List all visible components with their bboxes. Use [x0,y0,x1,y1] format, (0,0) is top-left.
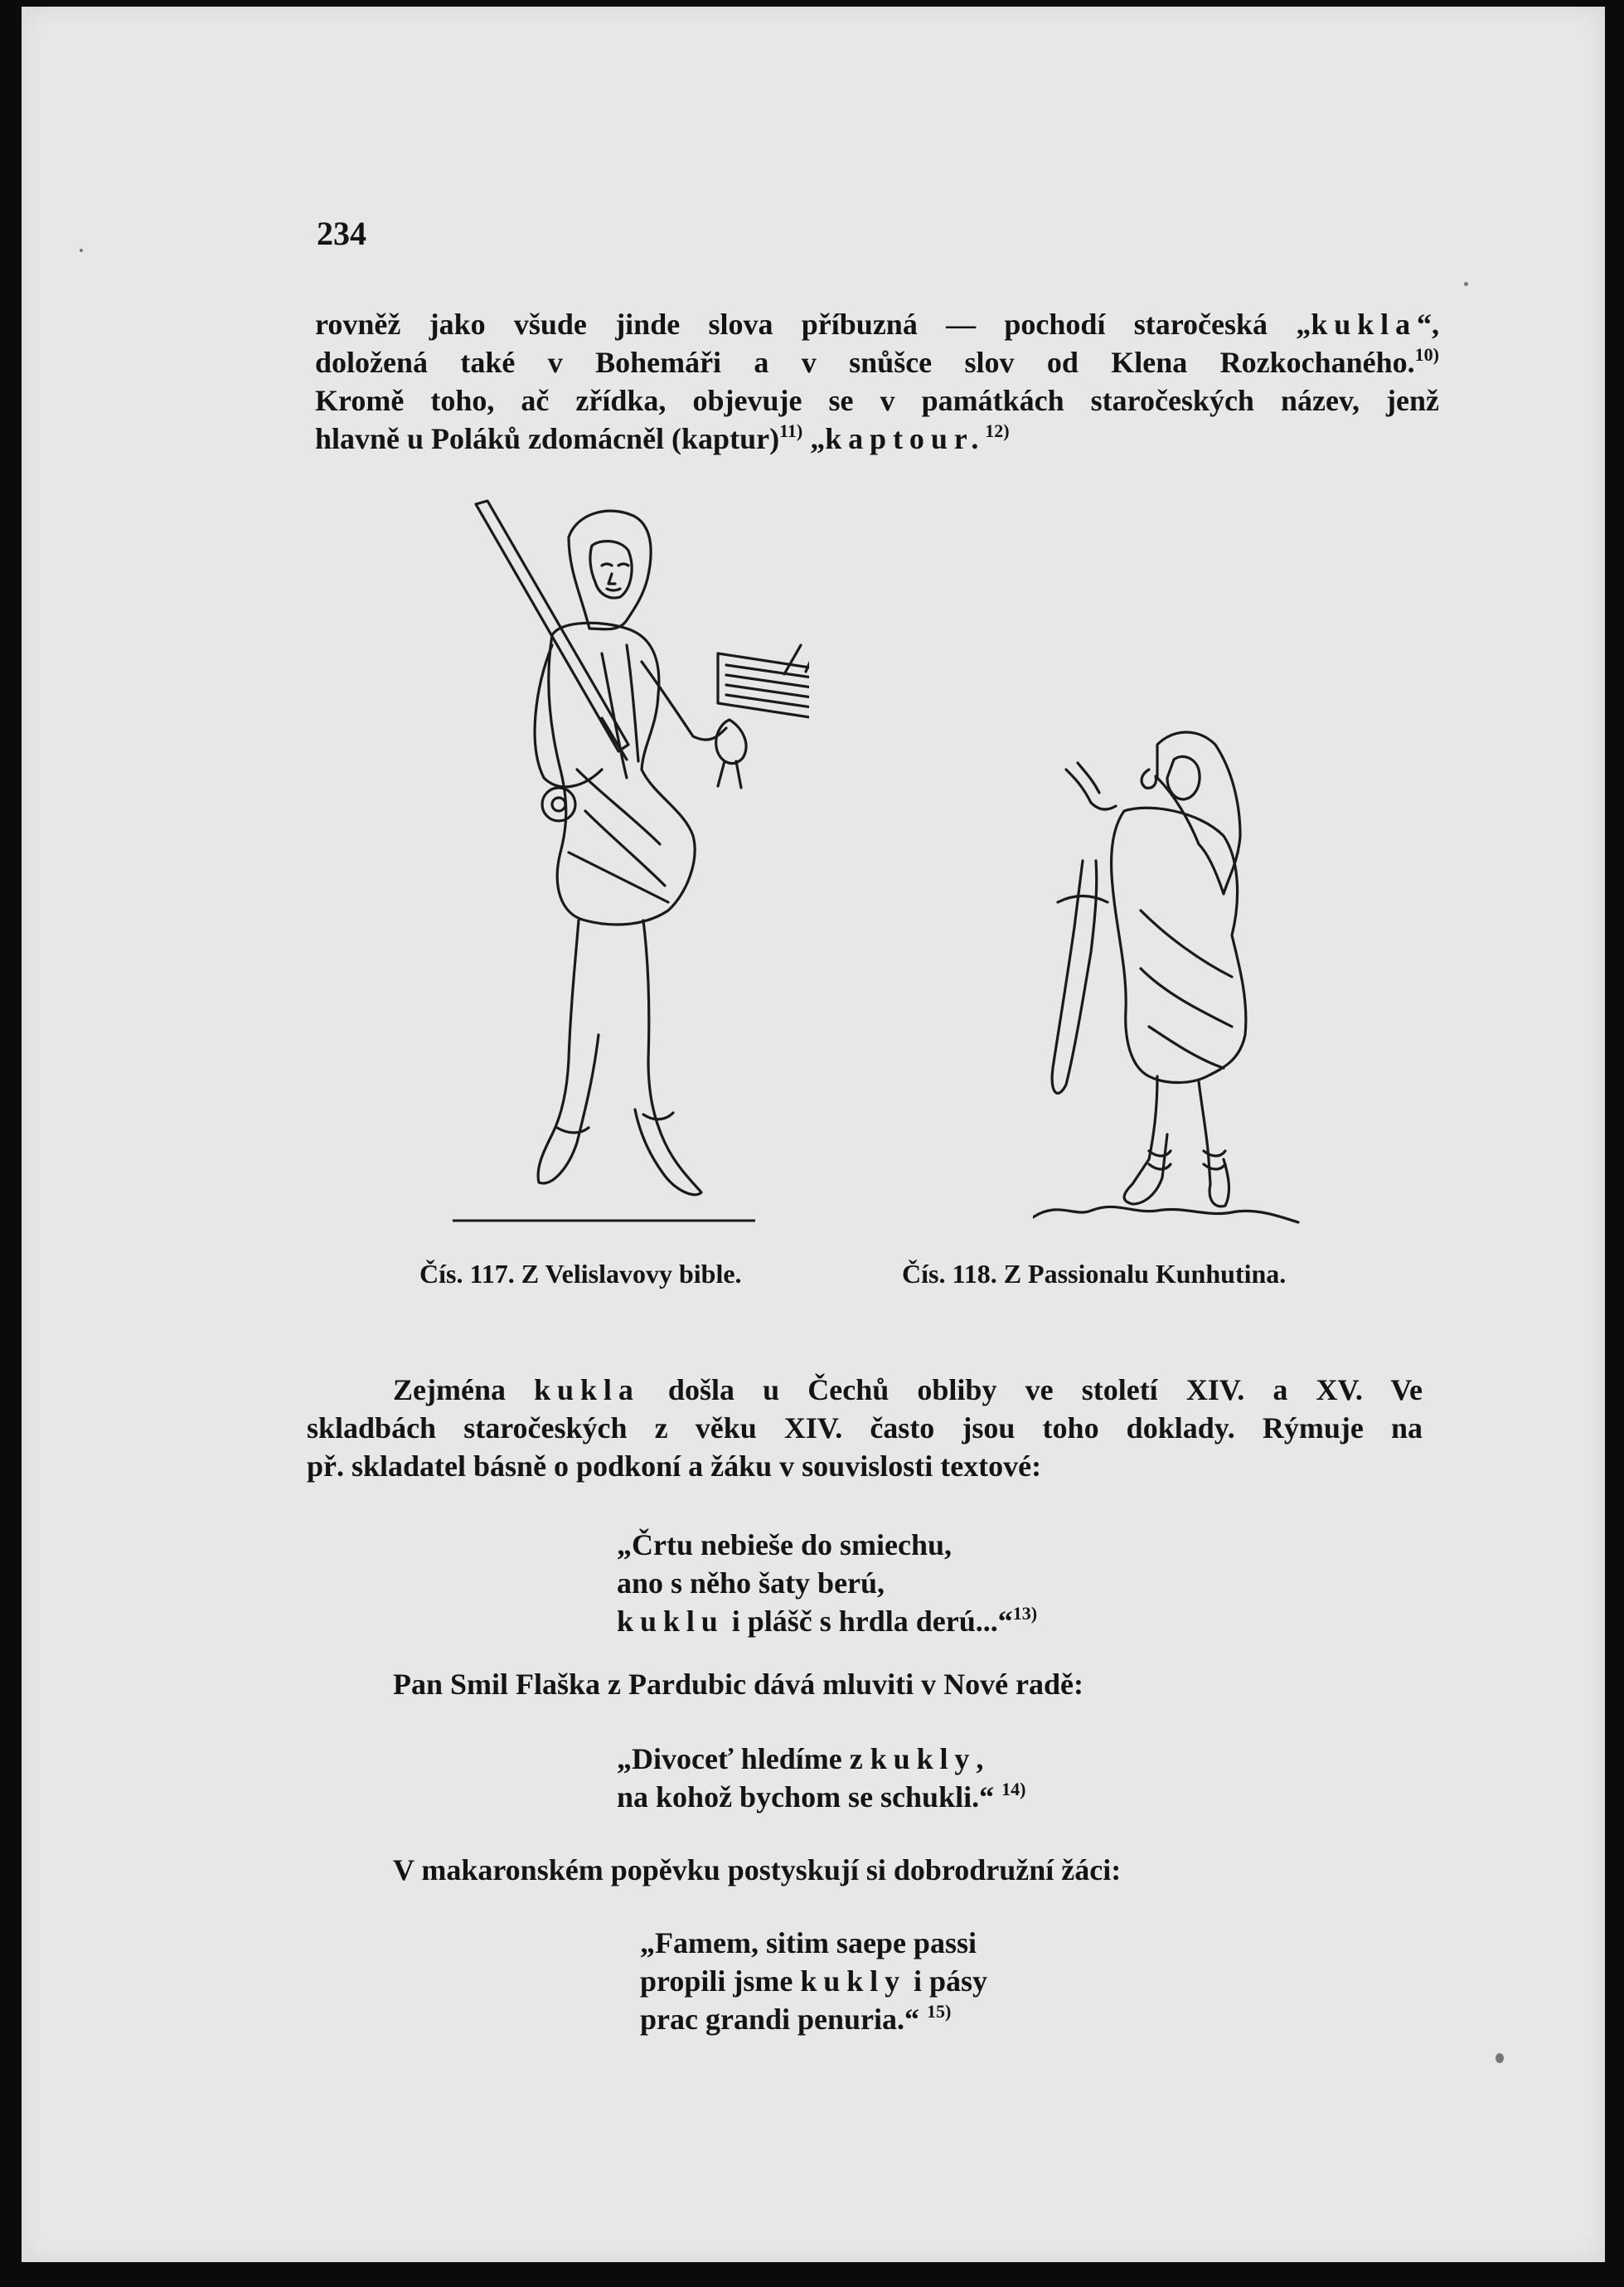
poem-line: kuklu i plášč s hrdla derú...“$^{13)}$ [617,1603,1038,1638]
paragraph-line: Pan Smil Flaška z Pardubic dává mluviti v Nové radě: [393,1668,1084,1701]
intro-line: hlavně u Poláků zdomácněl (kaptur)$^{11)}$ „kaptour.$^{12)}$ [315,420,1010,455]
caption-fig-118: Čís. 118. Z Passionalu Kunhutina. [902,1259,1287,1289]
poem-3 [640,1924,987,2038]
intro-paragraph [315,305,1439,458]
intro-line: rovněž jako všude jinde slova příbuzná — pochodí staročeská „kukla“, [315,308,1439,341]
poem-line: ano s něho šaty berú, [617,1566,885,1600]
poem-line: prac grandi penuria.“ $^{15)}$ [640,2001,952,2036]
poem-1 [617,1526,1037,1640]
paper-speck [1464,282,1468,286]
poem-line: „Famem, sitim saepe passi [640,1926,977,1959]
paragraph-line: př. skladatel básně o podkoní a žáku v souvislosti textové: [307,1449,1042,1483]
paper-speck [1496,2053,1504,2063]
caption-fig-117: Čís. 117. Z Velislavovy bible. [419,1259,742,1289]
poem-2 [617,1740,1025,1816]
poem-line: propili jsme kukly i pásy [640,1964,988,1998]
poem-line: „Divoceť hledíme z kukly, [617,1742,984,1775]
paragraph-3 [393,1851,1121,1889]
paragraph-line: skladbách staročeských z věku XIV. často jsou toho doklady. Rýmuje na [307,1411,1423,1445]
intro-line: doložená také v Bohemáři a v snůšce slov od Klena Rozkochaného.$^{10)}$ [315,344,1439,379]
book-page [22,7,1605,2262]
intro-line: Kromě toho, ač zřídka, objevuje se v památkách staročeských název, jenž [315,384,1439,417]
figure-118-illustration [1033,720,1306,1234]
paragraph-line: Zejména kukla došla u Čechů obliby ve století XIV. a XV. Ve [393,1373,1423,1406]
paragraph-2 [393,1665,1083,1703]
paper-speck [80,249,83,252]
paragraph-line: V makaronském popěvku postyskují si dobrodružní žáci: [393,1853,1122,1886]
page-number: 234 [317,215,366,252]
poem-line: na kohož bychom se schukli.“ $^{14)}$ [617,1779,1026,1814]
poem-line: „Črtu nebieše do smiechu, [617,1528,952,1561]
paragraph-1 [307,1371,1423,1485]
figure-117-illustration [436,496,809,1226]
